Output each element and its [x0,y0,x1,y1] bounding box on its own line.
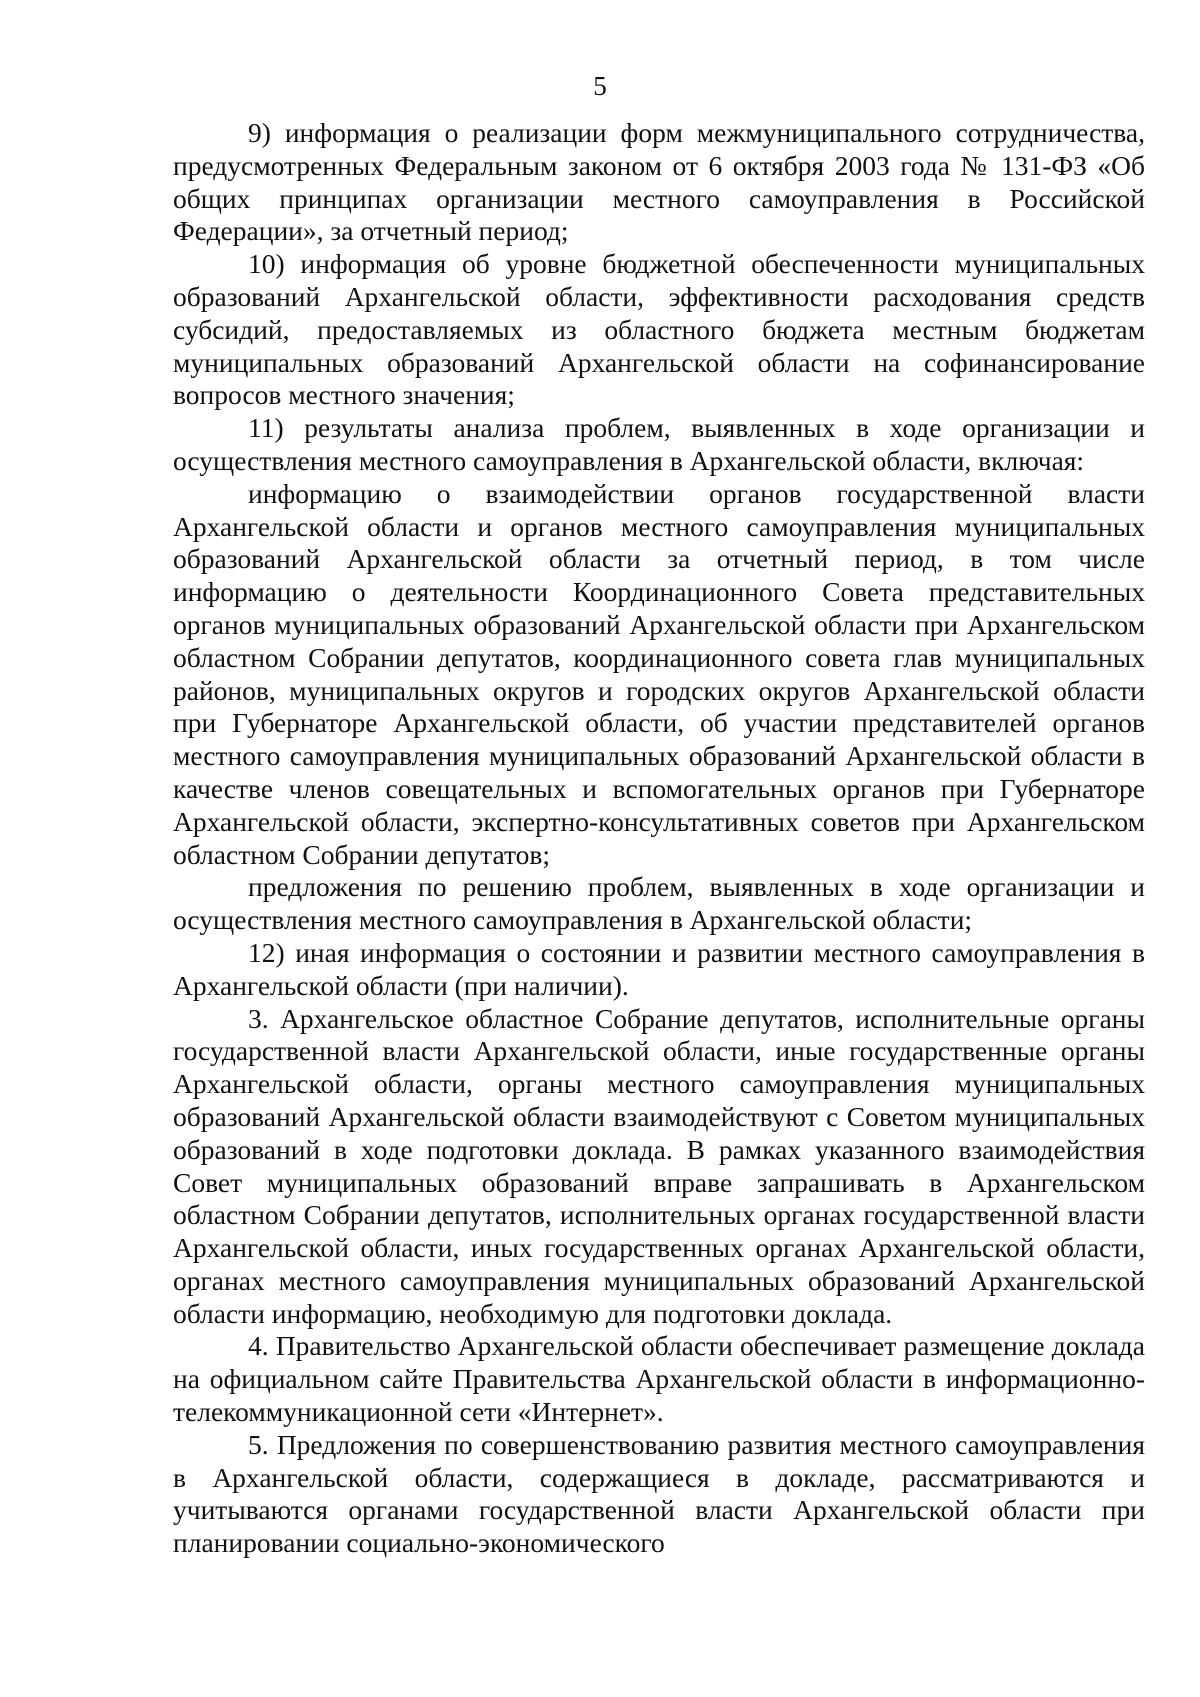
paragraph-item-10: 10) информация об уровне бюджетной обеспеченности муниципальных образований Архангельской области, эффективности расходования средств субсидий, предоставляемых из областного бюджета местным бюджетам муниципальных образований Архангельской области на софинансирование вопросов местного значения; [173,248,1145,411]
paragraph-section-3: 3. Архангельское областное Собрание депутатов, исполнительные органы государственной власти Архангельской области, иные государственные органы Архангельской области, органы местного самоуправления муниципальных образований Архангельской области взаимодействуют с Советом муниципальных образований в ходе подготовки доклада. В рамках указанного взаимодействия Совет муниципальных образований вправе запрашивать в Архангельском областном Собрании депутатов, исполнительных органах государственной власти Архангельской области, иных государственных органах Архангельской области, органах местного самоуправления муниципальных образований Архангельской области информацию, необходимую для подготовки доклада. [173,1002,1145,1329]
paragraph-item-9: 9) информация о реализации форм межмуниципального сотрудничества, предусмотренных Федеральным законом от 6 октября 2003 года № 131-ФЗ «Об общих принципах организации местного самоуправления в Российской Федерации», за отчетный период; [173,117,1145,247]
paragraph-interaction-info: информацию о взаимодействии органов государственной власти Архангельской области и органов местного самоуправления муниципальных образований Архангельской области за отчетный период, в том числе информацию о деятельности Координационного Совета представительных органов муниципальных образований Архангельской области при Архангельском областном Собрании депутатов, координационного совета глав муниципальных районов, муниципальных округов и городских округов Архангельской области при Губернаторе Архангельской области, об участии представителей органов местного самоуправления муниципальных образований Архангельской области в качестве членов совещательных и вспомогательных органов при Губернаторе Архангельской области, экспертно-консультативных советов при Архангельском областном Собрании депутатов; [173,477,1145,870]
document-body [173,117,1145,1560]
paragraph-item-11: 11) результаты анализа проблем, выявленных в ходе организации и осуществления местного самоуправления в Архангельской области, включая: [173,412,1145,476]
page-number: 5 [593,71,607,101]
paragraph-item-12: 12) иная информация о состоянии и развитии местного самоуправления в Архангельской области (при наличии). [173,936,1145,1001]
paragraph-problem-proposals: предложения по решению проблем, выявленных в ходе организации и осуществления местного самоуправления в Архангельской области; [173,871,1145,936]
paragraph-section-4: 4. Правительство Архангельской области обеспечивает размещение доклада на официальном сайте Правительства Архангельской области в информационно-телекоммуникационной сети «Интернет». [173,1330,1145,1428]
paragraph-section-5: 5. Предложения по совершенствованию развития местного самоуправления в Архангельской области, содержащиеся в докладе, рассматриваются и учитываются органами государственной власти Архангельской области при планировании социально-экономического [173,1428,1145,1559]
